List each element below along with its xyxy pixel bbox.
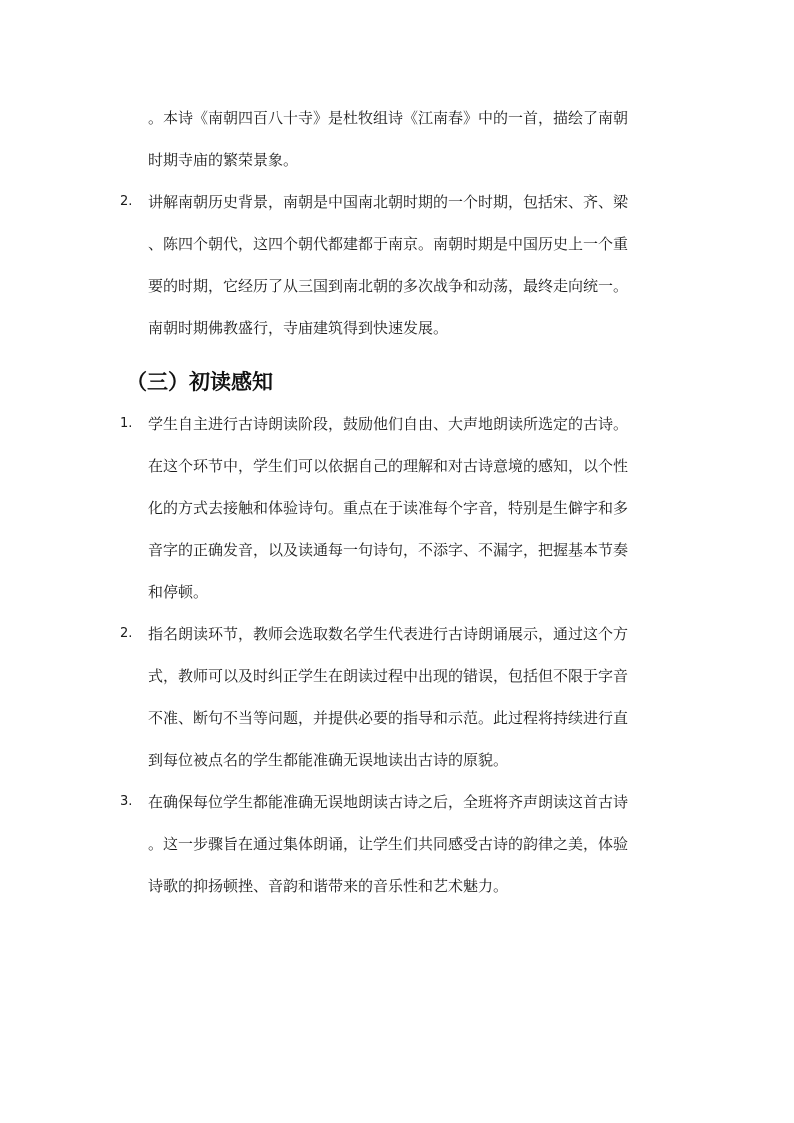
paragraph-line: 时期寺庙的繁荣景象。 bbox=[148, 151, 299, 169]
paragraph-line: 在这个环节中，学生们可以依据自己的理解和对古诗意境的感知，以个性 bbox=[148, 457, 629, 475]
paragraph-line: 学生自主进行古诗朗读阶段，鼓励他们自由、大声地朗读所选定的古诗。 bbox=[148, 415, 629, 433]
paragraph-line: 诗歌的抑扬顿挫、音韵和谐带来的音乐性和艺术魅力。 bbox=[148, 877, 509, 895]
paragraph-line: 音字的正确发音，以及读通每一句诗句，不添字、不漏字，把握基本节奏 bbox=[148, 541, 629, 559]
paragraph-line: 讲解南朝历史背景，南朝是中国南北朝时期的一个时期，包括宋、齐、梁 bbox=[148, 193, 629, 211]
list-number: 3. bbox=[120, 794, 133, 809]
paragraph-line: 在确保每位学生都能准确无误地朗读古诗之后，全班将齐声朗读这首古诗 bbox=[148, 793, 629, 811]
paragraph-line: 南朝时期佛教盛行，寺庙建筑得到快速发展。 bbox=[148, 319, 449, 337]
paragraph-line: 到每位被点名的学生都能准确无误地读出古诗的原貌。 bbox=[148, 751, 509, 769]
paragraph-line: 。这一步骤旨在通过集体朗诵，让学生们共同感受古诗的韵律之美，体验 bbox=[148, 835, 629, 853]
paragraph-line: 和停顿。 bbox=[148, 583, 209, 601]
paragraph-line: 、陈四个朝代，这四个朝代都建都于南京。南朝时期是中国历史上一个重 bbox=[148, 235, 629, 253]
paragraph-line: 不准、断句不当等问题，并提供必要的指导和示范。此过程将持续进行直 bbox=[148, 709, 629, 727]
paragraph-line: 要的时期，它经历了从三国到南北朝的多次战争和动荡，最终走向统一。 bbox=[148, 277, 629, 295]
list-number: 2. bbox=[120, 194, 133, 209]
section-heading: （三）初读感知 bbox=[126, 370, 273, 394]
paragraph-line: 。本诗《南朝四百八十寺》是杜牧组诗《江南春》中的一首，描绘了南朝 bbox=[148, 109, 629, 127]
list-number: 1. bbox=[120, 416, 133, 431]
paragraph-line: 式，教师可以及时纠正学生在朗读过程中出现的错误，包括但不限于字音 bbox=[148, 667, 629, 685]
paragraph-line: 指名朗读环节，教师会选取数名学生代表进行古诗朗诵展示，通过这个方 bbox=[148, 625, 629, 643]
list-number: 2. bbox=[120, 626, 133, 641]
paragraph-line: 化的方式去接触和体验诗句。重点在于读准每个字音，特别是生僻字和多 bbox=[148, 499, 629, 517]
